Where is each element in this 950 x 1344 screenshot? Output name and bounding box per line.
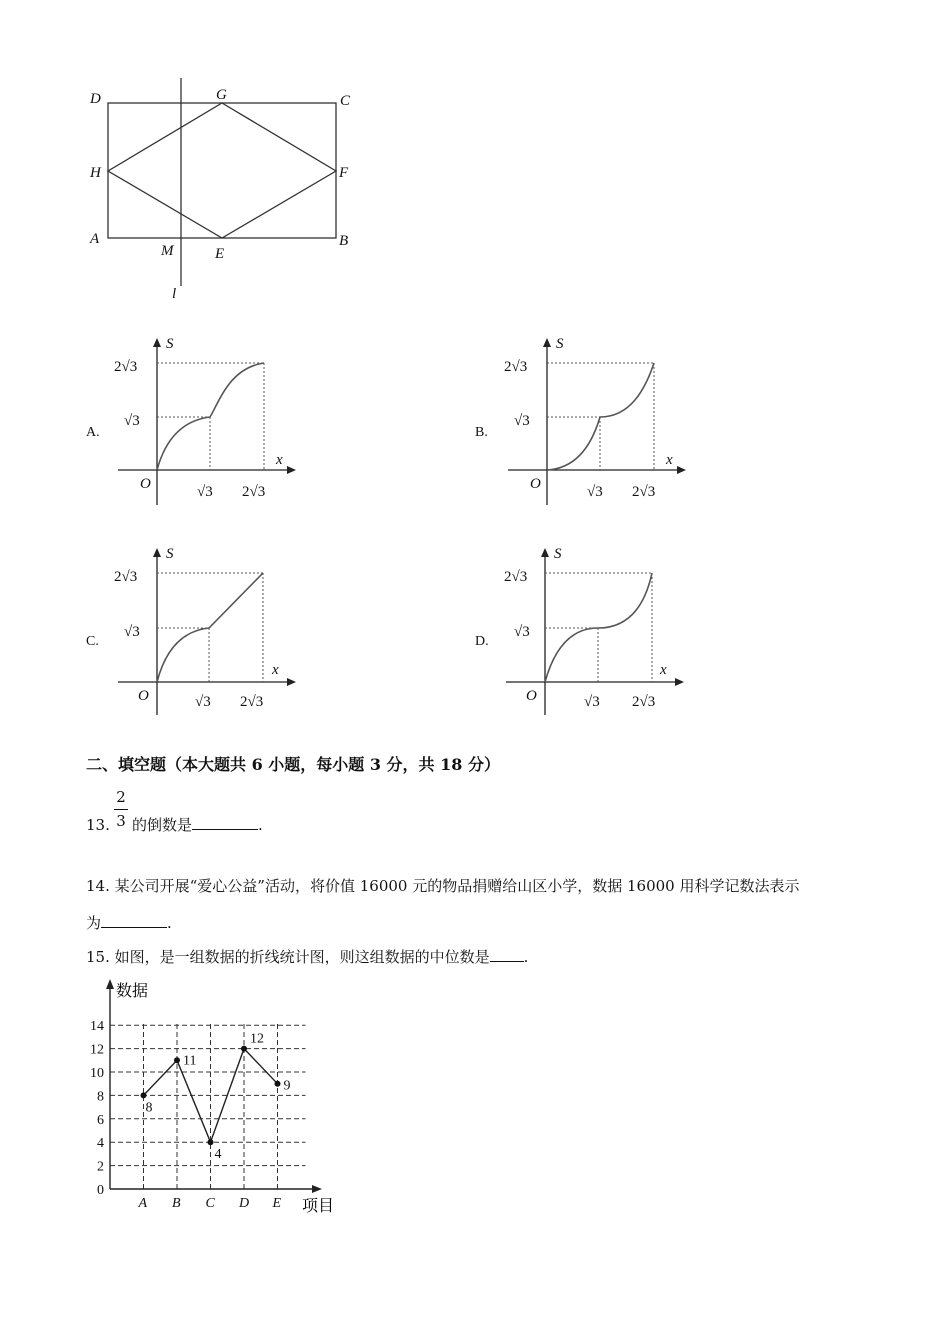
svg-text:x: x	[660, 662, 667, 678]
svg-text:√3: √3	[197, 484, 213, 500]
option-c-curve	[157, 573, 263, 682]
svg-text:2√3: 2√3	[114, 359, 138, 375]
label-m: M	[161, 243, 174, 259]
data-point	[241, 1046, 247, 1052]
line-chart	[86, 975, 356, 1225]
geometry-figure	[80, 70, 370, 310]
svg-text:O: O	[526, 688, 537, 704]
svg-text:√3: √3	[124, 413, 140, 429]
label-b: B	[339, 233, 349, 249]
q13-fraction	[114, 788, 128, 830]
label-h: H	[90, 165, 101, 181]
option-a-label[interactable]: A.	[86, 425, 100, 440]
q13-text: 的倒数是 .	[132, 816, 263, 834]
q13-fraction-numerator: 2	[116, 788, 126, 806]
option-b-label[interactable]: B.	[475, 425, 488, 440]
q13-fraction-denominator: 3	[116, 812, 126, 830]
data-label: 12	[250, 1031, 264, 1047]
label-c: C	[340, 93, 351, 109]
q13-answer-blank[interactable]	[192, 815, 258, 830]
svg-text:√3: √3	[195, 694, 211, 710]
svg-text:2√3: 2√3	[504, 569, 528, 585]
q15-text: 15. 如图，是一组数据的折线统计图，则这组数据的中位数是 .	[86, 948, 529, 966]
label-f: F	[339, 165, 349, 181]
y-tick-label: 0	[97, 1183, 104, 1198]
y-axis-label: 数据	[116, 981, 149, 1000]
data-point	[275, 1081, 281, 1087]
data-label: 9	[283, 1078, 291, 1094]
svg-text:S: S	[554, 546, 562, 562]
y-tick-label: 2	[97, 1159, 104, 1175]
svg-text:2√3: 2√3	[632, 694, 656, 710]
svg-text:√3: √3	[587, 484, 603, 500]
x-tick-label: C	[205, 1196, 215, 1211]
q13-number: 13.	[86, 816, 110, 834]
svg-text:2√3: 2√3	[242, 484, 266, 500]
svg-text:S: S	[556, 336, 564, 352]
y-tick-label: 12	[90, 1042, 104, 1058]
y-tick-label: 4	[97, 1136, 104, 1152]
y-tick-label: 8	[97, 1089, 104, 1105]
svg-text:x: x	[666, 452, 673, 468]
data-label: 8	[145, 1100, 153, 1116]
svg-text:√3: √3	[584, 694, 600, 710]
svg-text:O: O	[138, 688, 149, 704]
y-tick-label: 14	[90, 1019, 104, 1035]
label-l: l	[172, 286, 177, 302]
data-label: 11	[183, 1053, 197, 1069]
label-a: A	[90, 231, 100, 247]
label-d: D	[90, 91, 101, 107]
svg-text:2√3: 2√3	[114, 569, 138, 585]
option-a-graph[interactable]	[110, 330, 310, 515]
x-tick-label: B	[172, 1196, 181, 1211]
y-tick-label: 6	[97, 1112, 104, 1128]
label-e: E	[215, 246, 225, 262]
x-tick-label: E	[272, 1196, 282, 1211]
svg-text:S: S	[166, 336, 174, 352]
data-point	[141, 1092, 147, 1098]
x-tick-label: D	[239, 1196, 250, 1211]
svg-text:√3: √3	[514, 624, 530, 640]
svg-text:2√3: 2√3	[632, 484, 656, 500]
svg-text:2√3: 2√3	[504, 359, 528, 375]
svg-text:√3: √3	[124, 624, 140, 640]
q14-line2: 为 .	[86, 914, 172, 932]
rhombus-efgh	[108, 103, 336, 238]
data-point	[174, 1057, 180, 1063]
section-heading: 二、填空题（本大题共 6 小题，每小题 3 分，共 18 分）	[86, 755, 500, 774]
svg-text:O: O	[530, 476, 541, 492]
rectangle-abcd	[108, 103, 336, 238]
svg-text:x: x	[272, 662, 279, 678]
svg-text:2√3: 2√3	[240, 694, 264, 710]
x-axis-label: 项目	[302, 1196, 335, 1215]
data-point	[208, 1139, 214, 1145]
data-label: 4	[214, 1147, 222, 1163]
option-d-label[interactable]: D.	[475, 634, 489, 649]
svg-text:√3: √3	[514, 413, 530, 429]
y-tick-label: 10	[90, 1066, 104, 1081]
svg-text:S: S	[166, 546, 174, 562]
x-tick-label: A	[138, 1196, 148, 1211]
option-b-graph[interactable]	[500, 330, 700, 515]
q15-answer-blank[interactable]	[490, 947, 524, 962]
label-g: G	[216, 87, 227, 103]
option-c-graph[interactable]	[110, 540, 310, 725]
q14-line1: 14. 某公司开展“爱心公益”活动，将价值 16000 元的物品捐赠给山区小学，数据 16000 用科学记数法表示	[86, 877, 800, 895]
q14-answer-blank[interactable]	[101, 913, 167, 928]
svg-text:O: O	[140, 476, 151, 492]
option-d-graph[interactable]	[500, 540, 700, 725]
option-c-label[interactable]: C.	[86, 634, 99, 649]
svg-text:x: x	[276, 452, 283, 468]
